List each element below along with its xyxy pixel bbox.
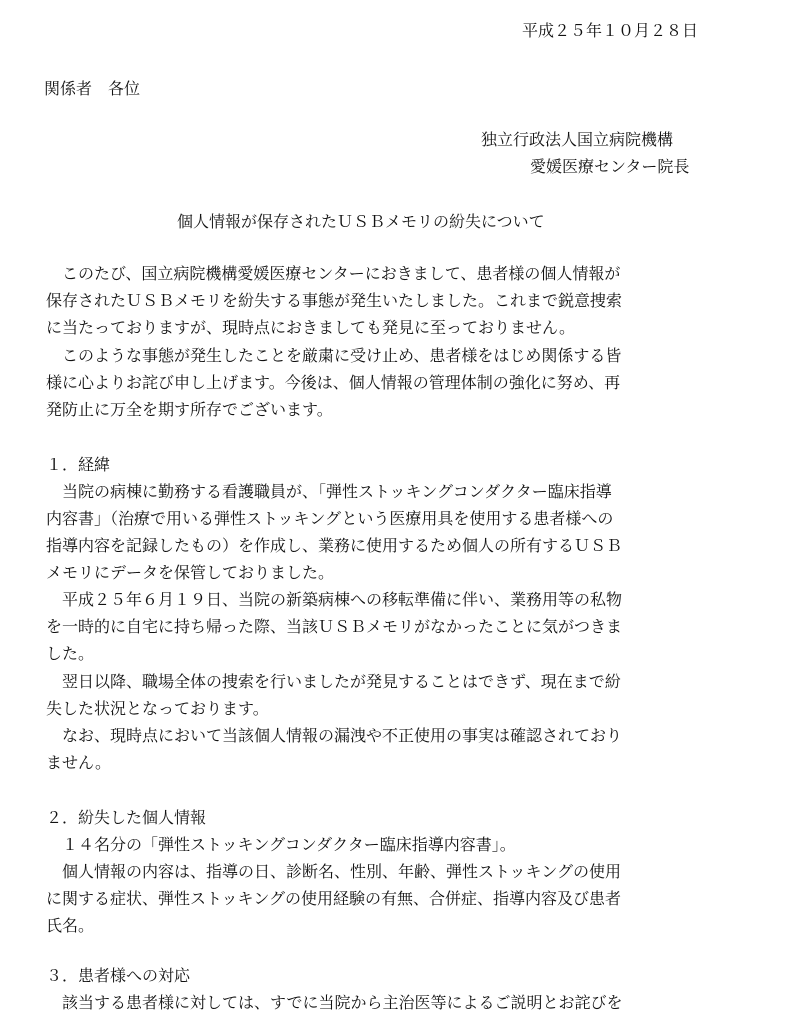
intro-line: 保存されたＵＳＢメモリを紛失する事態が発生いたしました。これまで鋭意捜索	[46, 291, 623, 310]
section-line: 氏名。	[46, 916, 95, 935]
section-line: 内容書」（治療で用いる弾性ストッキングという医療用具を使用する患者様への	[46, 509, 614, 528]
document-title: 個人情報が保存されたＵＳＢメモリの紛失について	[177, 212, 545, 231]
section-heading: ３．患者様への対応	[46, 966, 191, 985]
section-line: した。	[46, 644, 95, 663]
section-line: 個人情報の内容は、指導の日、診断名、性別、年齢、弾性ストッキングの使用	[46, 862, 622, 881]
intro-line: このような事態が発生したことを厳粛に受け止め、患者様をはじめ関係する皆	[46, 346, 622, 365]
intro-line: に当たっておりますが、現時点におきましても発見に至っておりません。	[46, 318, 575, 337]
sender-name: 愛媛医療センター院長	[530, 157, 690, 176]
section-line: 失した状況となっております。	[46, 699, 269, 718]
section-line: に関する症状、弾性ストッキングの使用経験の有無、合併症、指導内容及び患者	[46, 889, 622, 908]
intro-line: このたび、国立病院機構愛媛医療センターにおきまして、患者様の個人情報が	[46, 264, 621, 283]
addressee: 関係者 各位	[44, 79, 141, 98]
section-line: 翌日以降、職場全体の捜索を行いましたが発見することはできず、現在まで紛	[46, 672, 621, 691]
section-line: １４名分の「弾性ストッキングコンダクター臨床指導内容書」。	[46, 835, 516, 854]
sender-organization: 独立行政法人国立病院機構	[481, 130, 674, 149]
intro-line: 様に心よりお詫び申し上げます。今後は、個人情報の管理体制の強化に努め、再	[46, 373, 621, 392]
section-line: 該当する患者様に対しては、すでに当院から主治医等によるご説明とお詫びを	[46, 993, 623, 1012]
section-line: 指導内容を記録したもの）を作成し、業務に使用するため個人の所有するＵＳＢ	[46, 536, 623, 555]
section-line: なお、現時点において当該個人情報の漏洩や不正使用の事実は確認されており	[46, 726, 623, 745]
section-heading: １．経緯	[46, 455, 111, 474]
section-line: を一時的に自宅に持ち帰った際、当該ＵＳＢメモリがなかったことに気がつきま	[46, 617, 623, 636]
section-line: 平成２５年６月１９日、当院の新築病棟への移転準備に伴い、業務用等の私物	[46, 590, 623, 609]
section-line: ません。	[46, 753, 111, 772]
intro-line: 発防止に万全を期す所存でございます。	[46, 400, 333, 419]
document-date: 平成２５年１０月２８日	[522, 21, 699, 40]
section-line: メモリにデータを保管しておりました。	[46, 563, 335, 582]
section-heading: ２．紛失した個人情報	[46, 808, 207, 827]
section-line: 当院の病棟に勤務する看護職員が、「弾性ストッキングコンダクター臨床指導	[46, 482, 612, 501]
